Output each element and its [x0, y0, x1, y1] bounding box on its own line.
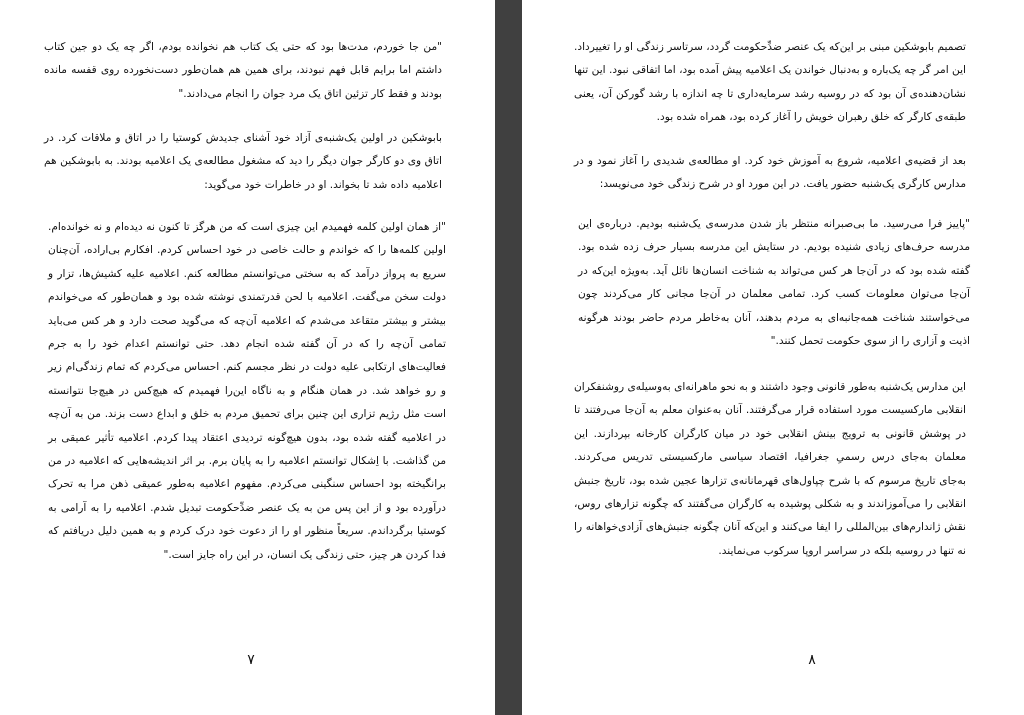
right-page-number: ۸ — [808, 652, 816, 668]
left-paragraph-2: بابوشکین در اولین یک‌شنبه‌ی آزاد خود آشنای جدیدش کوستیا را در اتاق و ملاقات کرد. در اتاق وی دو کارگر جوان دیگر را دید که مشغول مطالعه‌ی یک اعلامیه بودند. به بابوشکین هم اعلامیه داده شد تا بخواند. او در خاطرات خود می‌گوید: — [44, 132, 442, 191]
left-page-number: ۷ — [247, 652, 255, 668]
right-page — [522, 0, 1024, 715]
right-paragraph-2: بعد از قضیه‌ی اعلامیه، شروع به آموزش خود کرد. او مطالعه‌ی شدیدی را آغاز نمود و در مدارس کارگری یک‌شنبه حضور یافت. در این مورد او در شرح زندگی خود می‌نویسد: — [574, 155, 966, 191]
right-paragraph-4: این مدارس یک‌شنبه به‌طور قانونی وجود داشتند و به نحو ماهرانه‌ای به‌وسیله‌ی روشنفکران انقلابی مارکسیست مورد استفاده قرار می‌گرفتند. آنان به‌عنوان معلم به آن‌جا می‌رفتند تا در پوشش قانونی به ترویج بینش انقلابی خود در میان کارگران کارخانه بپردازند. این معلمان به‌جای درس رسمیِ جغرافیا، اقتصاد سیاسی مارکسیستی تدریس می‌کردند. به‌جای تاریخ مرسوم که با شرح چپاول‌های قهرمانانه‌ی تزارها عجین شده بود، تاریخ جنبش انقلابی را می‌آموزاندند و به شکلی پوشیده به کارگران می‌گفتند که چگونه تزارهای روس، نقش ژاندارم‌های بین‌المللی را ایفا می‌کنند و این‌که آنان چگونه جنبش‌های آزادی‌خواهانه را نه تنها در روسیه بلکه در سراسر اروپا سرکوب می‌نمایند. — [574, 381, 966, 557]
left-page — [0, 0, 495, 715]
right-quote-paragraph: "پاییز فرا می‌رسید. ما بی‌صبرانه منتظر باز شدن مدرسه‌ی یک‌شنبه بودیم. درباره‌ی این مدرسه حرف‌های زیادی شنیده بودیم. در ستایش این مدرسه بسیار حرف زده شده بود. گفته شده بود که در آن‌جا هر کس می‌تواند به شناخت انسان‌ها نائل آید. به‌ویژه این‌که در آن‌جا می‌توان معلومات کسب کرد. تمامی معلمان در آن‌جا مجانی کار می‌کردند چون می‌خواستند شناخت همه‌جانبه‌ای به مردم بدهند، آنان به‌خاطر مردم حاضر بودند هرگونه اذیت و آزاری را از سوی حکومت تحمل کنند." — [578, 218, 970, 348]
left-paragraph-1: "من جا خوردم، مدت‌ها بود که حتی یک کتاب هم نخوانده بودم، اگر چه یک دو جین کتاب داشتم اما برایم قابل فهم نبودند، برای همین هم همان‌طور دست‌نخورده روی قفسه مانده بودند و فقط کار تزئین اتاق یک مرد جوان را انجام می‌دادند." — [44, 41, 442, 100]
page-gutter — [495, 0, 522, 715]
left-quote-paragraph: "از همان اولین کلمه فهمیدم این چیزی است که من هرگز تا کنون نه دیده‌ام و نه خوانده‌ام. اولین کلمه‌ها را که خواندم و حالت خاصی در خود احساس کردم. افکارم بی‌اراده، آن‌چنان سریع به پرواز درآمد که به سختی می‌توانستم مطالعه کنم. اعلامیه علیه کشیش‌ها، تزار و دولت سخن می‌گفت. اعلامیه با لحن قدرتمندی نوشته شده بود و همان‌طور که می‌خواندم بیشتر و بیشتر متقاعد می‌شدم که اعلامیه آن‌چه که می‌گوید صحت دارد و هر کس می‌باید تمامی آن‌چه را که در آن گفته شده انجام دهد. حتی توانستم اعدام خود را به جرم فعالیت‌های ارتکابی علیه دولت در نظر مجسم کنم. احساس می‌کردم که تمام زندگی‌ام زیر و رو خواهد شد. در همان هنگام و به ناگاه این‌را فهمیدم که هیچ‌کس در هیچ‌جا نتوانسته است مثل رژیم تزاری این چنین برای تحمیق مردم به خلق و ابداع دست بزند. من به آن‌چه در اعلامیه گفته شده بود، بدون هیچ‌گونه تردیدی اعتقاد پیدا کردم. اعلامیه تأثیر عمیقی بر من گذاشت. با اِشکال توانستم اعلامیه را به پایان برم. بر اثر اندیشه‌هایی که اعلامیه در من برانگیخته بود احساس سنگینی می‌کردم. مفهوم اعلامیه به‌طور عمیقی ذهن مرا به تحرک درآورده بود و از این پس من به یک عنصر ضدِّحکومت تبدیل شدم. اعلامیه را به آرامی به کوستیا برگرداندم. سریعاً منظور او را از دعوت خود درک کردم و به همین دلیل دریافتم که فدا کردن هر چیز، حتی زندگی یک انسان، در این راه جایز است." — [48, 221, 446, 561]
right-paragraph-1: تصمیم بابوشکین مبنی بر این‌که یک عنصر ضدِّحکومت گردد، سرتاسر زندگی او را تغییرداد. این امر گر چه یک‌باره و به‌دنبال خواندن یک اعلامیه پیش آمده بود، اما اتفاقی نبود. این تنها نشان‌دهنده‌ی آن بود که در روسیه رشد سرمایه‌داری تا چه اندازه با رشد گورکن آن، یعنی طبقه‌ی کارگر که خلق رهبران خویش را آغاز کرده بود، همراه شده بود. — [574, 41, 966, 124]
